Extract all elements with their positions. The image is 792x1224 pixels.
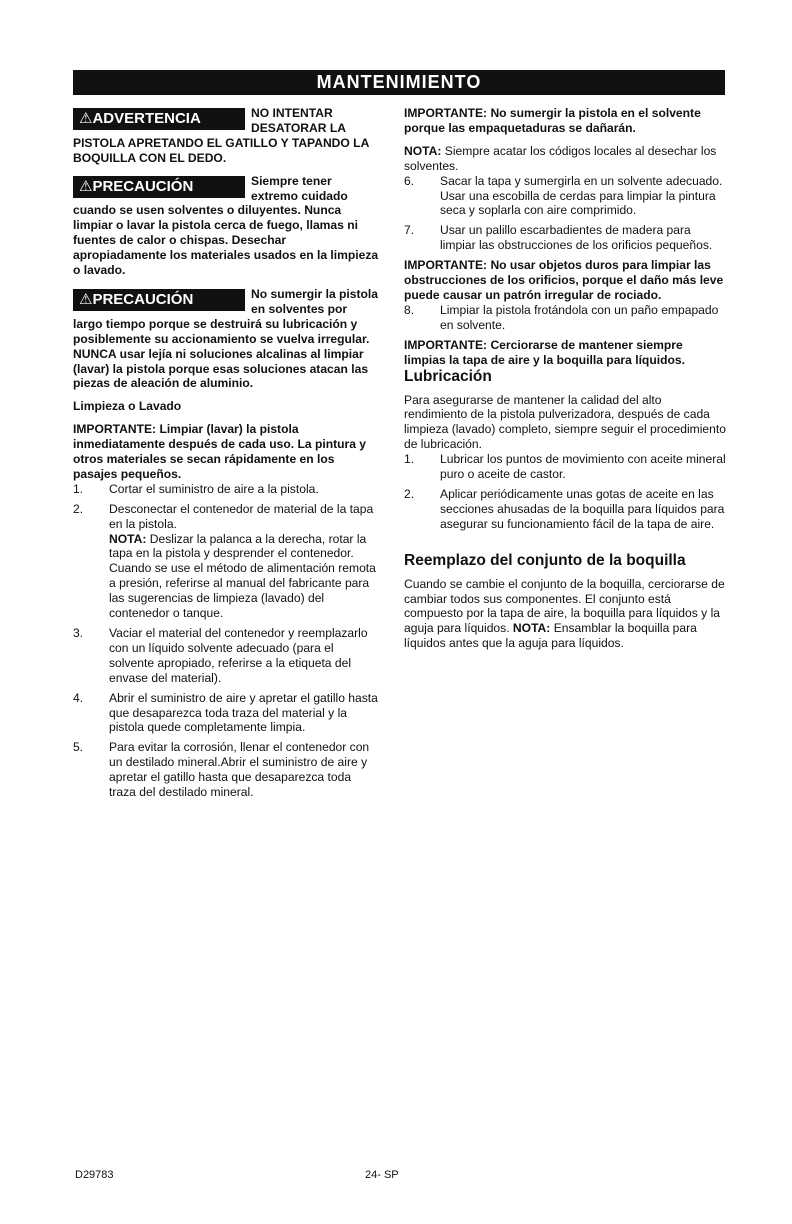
nota-label: NOTA:: [109, 531, 147, 546]
importante-note: IMPORTANTE: Cerciorarse de mantener siempre limpias la tapa de aire y la boquilla para líquidos.: [404, 337, 685, 367]
step-number: 7.: [404, 223, 415, 238]
nota-text: Siempre acatar los códigos locales al desechar los solventes.: [404, 143, 717, 173]
lubricacion-heading: Lubricación: [404, 367, 492, 385]
importante-note: IMPORTANTE: No usar objetos duros para limpiar las obstrucciones de los orificios, porque el daño más leve puede causar un patrón irregular de rociado.: [404, 258, 724, 302]
precaucion-label: ⚠PRECAUCIÓN: [73, 176, 245, 198]
nota-label: NOTA:: [404, 143, 442, 158]
cleaning-step-8: [404, 303, 726, 333]
step-number: 2.: [404, 486, 415, 501]
section-banner: MANTENIMIENTO: [73, 70, 725, 95]
step-number: 1.: [73, 481, 84, 496]
step-text: Vaciar el material del contenedor y reemplazarlo con un líquido solvente adecuado (para el solvente apropiado, referirse a la etiqueta del envase del material).: [109, 626, 368, 685]
step-number: 6.: [404, 173, 415, 188]
step-number: 8.: [404, 302, 415, 317]
step-text: Desconectar el contenedor de material de la tapa en la pistola.: [109, 501, 374, 531]
step-text: Sacar la tapa y sumergirla en un solvente adecuado. Usar una escobilla de cerdas para limpiar la pintura seca y soplarla con aire comprimido.: [440, 173, 723, 218]
step-text: Para evitar la corrosión, llenar el contenedor con un destilado mineral.Abrir el suministro de aire y apretar el gatillo hasta que desaparezca toda traza del destilado mineral.: [109, 740, 370, 800]
nota-paragraph: [404, 144, 726, 174]
right-column: [404, 106, 726, 651]
warning-advertencia: [73, 106, 379, 166]
list-item: [404, 303, 726, 333]
step-text: Usar un palillo escarbadientes de madera para limpiar las obstrucciones de los orificios pequeños.: [440, 223, 713, 253]
list-item: [404, 174, 726, 219]
step-text: Aplicar periódicamente unas gotas de aceite en las secciones ahusadas de la boquilla para líquidos para asegurar su funcionamiento fácil de la tapa de aire.: [440, 486, 725, 531]
list-item: [73, 502, 379, 621]
nota-label: NOTA:: [512, 621, 551, 636]
cleaning-steps: [73, 482, 379, 800]
step-text: Cortar el suministro de aire a la pistola.: [109, 481, 319, 496]
reemplazo-heading: Reemplazo del conjunto de la boquilla: [404, 551, 686, 569]
step-text: Abrir el suministro de aire y apretar el gatillo hasta que desaparezca toda traza del material y la pistola quede completamente limpia.: [109, 690, 378, 735]
precaucion-text: Siempre tener extremo cuidado cuando se usen solventes o diluyentes. Nunca limpiar o lavar la pistola cerca de fuego, llamas ni fuentes de calor o chispas. Desechar apropiadamente los materiales usados en la limpieza o lavado.: [73, 173, 379, 278]
left-column: [73, 106, 379, 805]
warning-precaucion-2: [73, 287, 379, 347]
precaucion-text: No sumergir la pistola en solventes por largo tiempo porque se destruirá su lubricación y posiblemente su accionamiento se vuelva irregular.: [73, 286, 379, 346]
list-item: [73, 740, 379, 800]
reemplazo-body: Cuando se cambie el conjunto de la boquilla, cerciorarse de cambiar todos sus componentes. El conjunto está compuesto por la tapa de aire, la boquilla para líquidos y la aguja para líquidos.: [404, 576, 725, 636]
step-number: 1.: [404, 452, 415, 467]
step-text: Lubricar los puntos de movimiento con aceite mineral puro o aceite de castor.: [440, 452, 726, 482]
warning-precaucion-1: [73, 174, 379, 278]
list-item: [404, 452, 726, 482]
list-item: [404, 487, 726, 532]
list-item: [404, 223, 726, 253]
page-number: 24- SP: [365, 1169, 399, 1181]
lubrication-steps: [404, 452, 726, 532]
list-item: [73, 626, 379, 686]
step-number: 4.: [73, 690, 84, 705]
nota-text: Deslizar la palanca a la derecha, rotar la tapa en la pistola y desprender el contenedor. Cuando se use el método de alimentación remota a presión, referirse al manual del fabricante para las sugerencias de limpieza (lavado) del contenedor o tanque.: [109, 531, 376, 621]
step-number: 3.: [73, 626, 84, 640]
advertencia-text: NO INTENTAR DESATORAR LA PISTOLA APRETANDO EL GATILLO Y TAPANDO LA BOQUILLA CON EL DEDO.: [73, 106, 369, 165]
step-number: 2.: [73, 501, 84, 516]
cleaning-steps-continued: [404, 174, 726, 254]
document-code: D29783: [75, 1169, 114, 1181]
importante-note: IMPORTANTE: No sumergir la pistola en el solvente porque las empaquetaduras se dañarán.: [404, 106, 701, 135]
step-text: Limpiar la pistola frotándola con un paño empapado en solvente.: [440, 302, 719, 332]
list-item: [73, 482, 379, 497]
precaucion-label: ⚠PRECAUCIÓN: [73, 289, 245, 311]
list-item: [73, 691, 379, 736]
importante-note: IMPORTANTE: Limpiar (lavar) la pistola inmediatamente después de cada uso. La pintura y otros materiales se secan rápidamente en los pasajes pequeños.: [73, 422, 367, 481]
lubricacion-text: Para asegurarse de mantener la calidad del alto rendimiento de la pistola pulverizadora, después de cada limpieza (lavado) completo, siempre seguir el procedimiento de lubricación.: [404, 392, 726, 452]
limpieza-heading: Limpieza o Lavado: [73, 399, 182, 414]
nota-text: Ensamblar la boquilla para líquidos antes que la aguja para líquidos.: [404, 621, 697, 651]
advertencia-label: ⚠ADVERTENCIA: [73, 108, 245, 130]
step-number: 5.: [73, 740, 84, 755]
reemplazo-text: [404, 577, 726, 652]
nunca-note: NUNCA usar lejía ni soluciones alcalinas al limpiar (lavar) la pistola porque esas soluciones atacan las piezas de aleación de aluminio.: [73, 346, 369, 391]
